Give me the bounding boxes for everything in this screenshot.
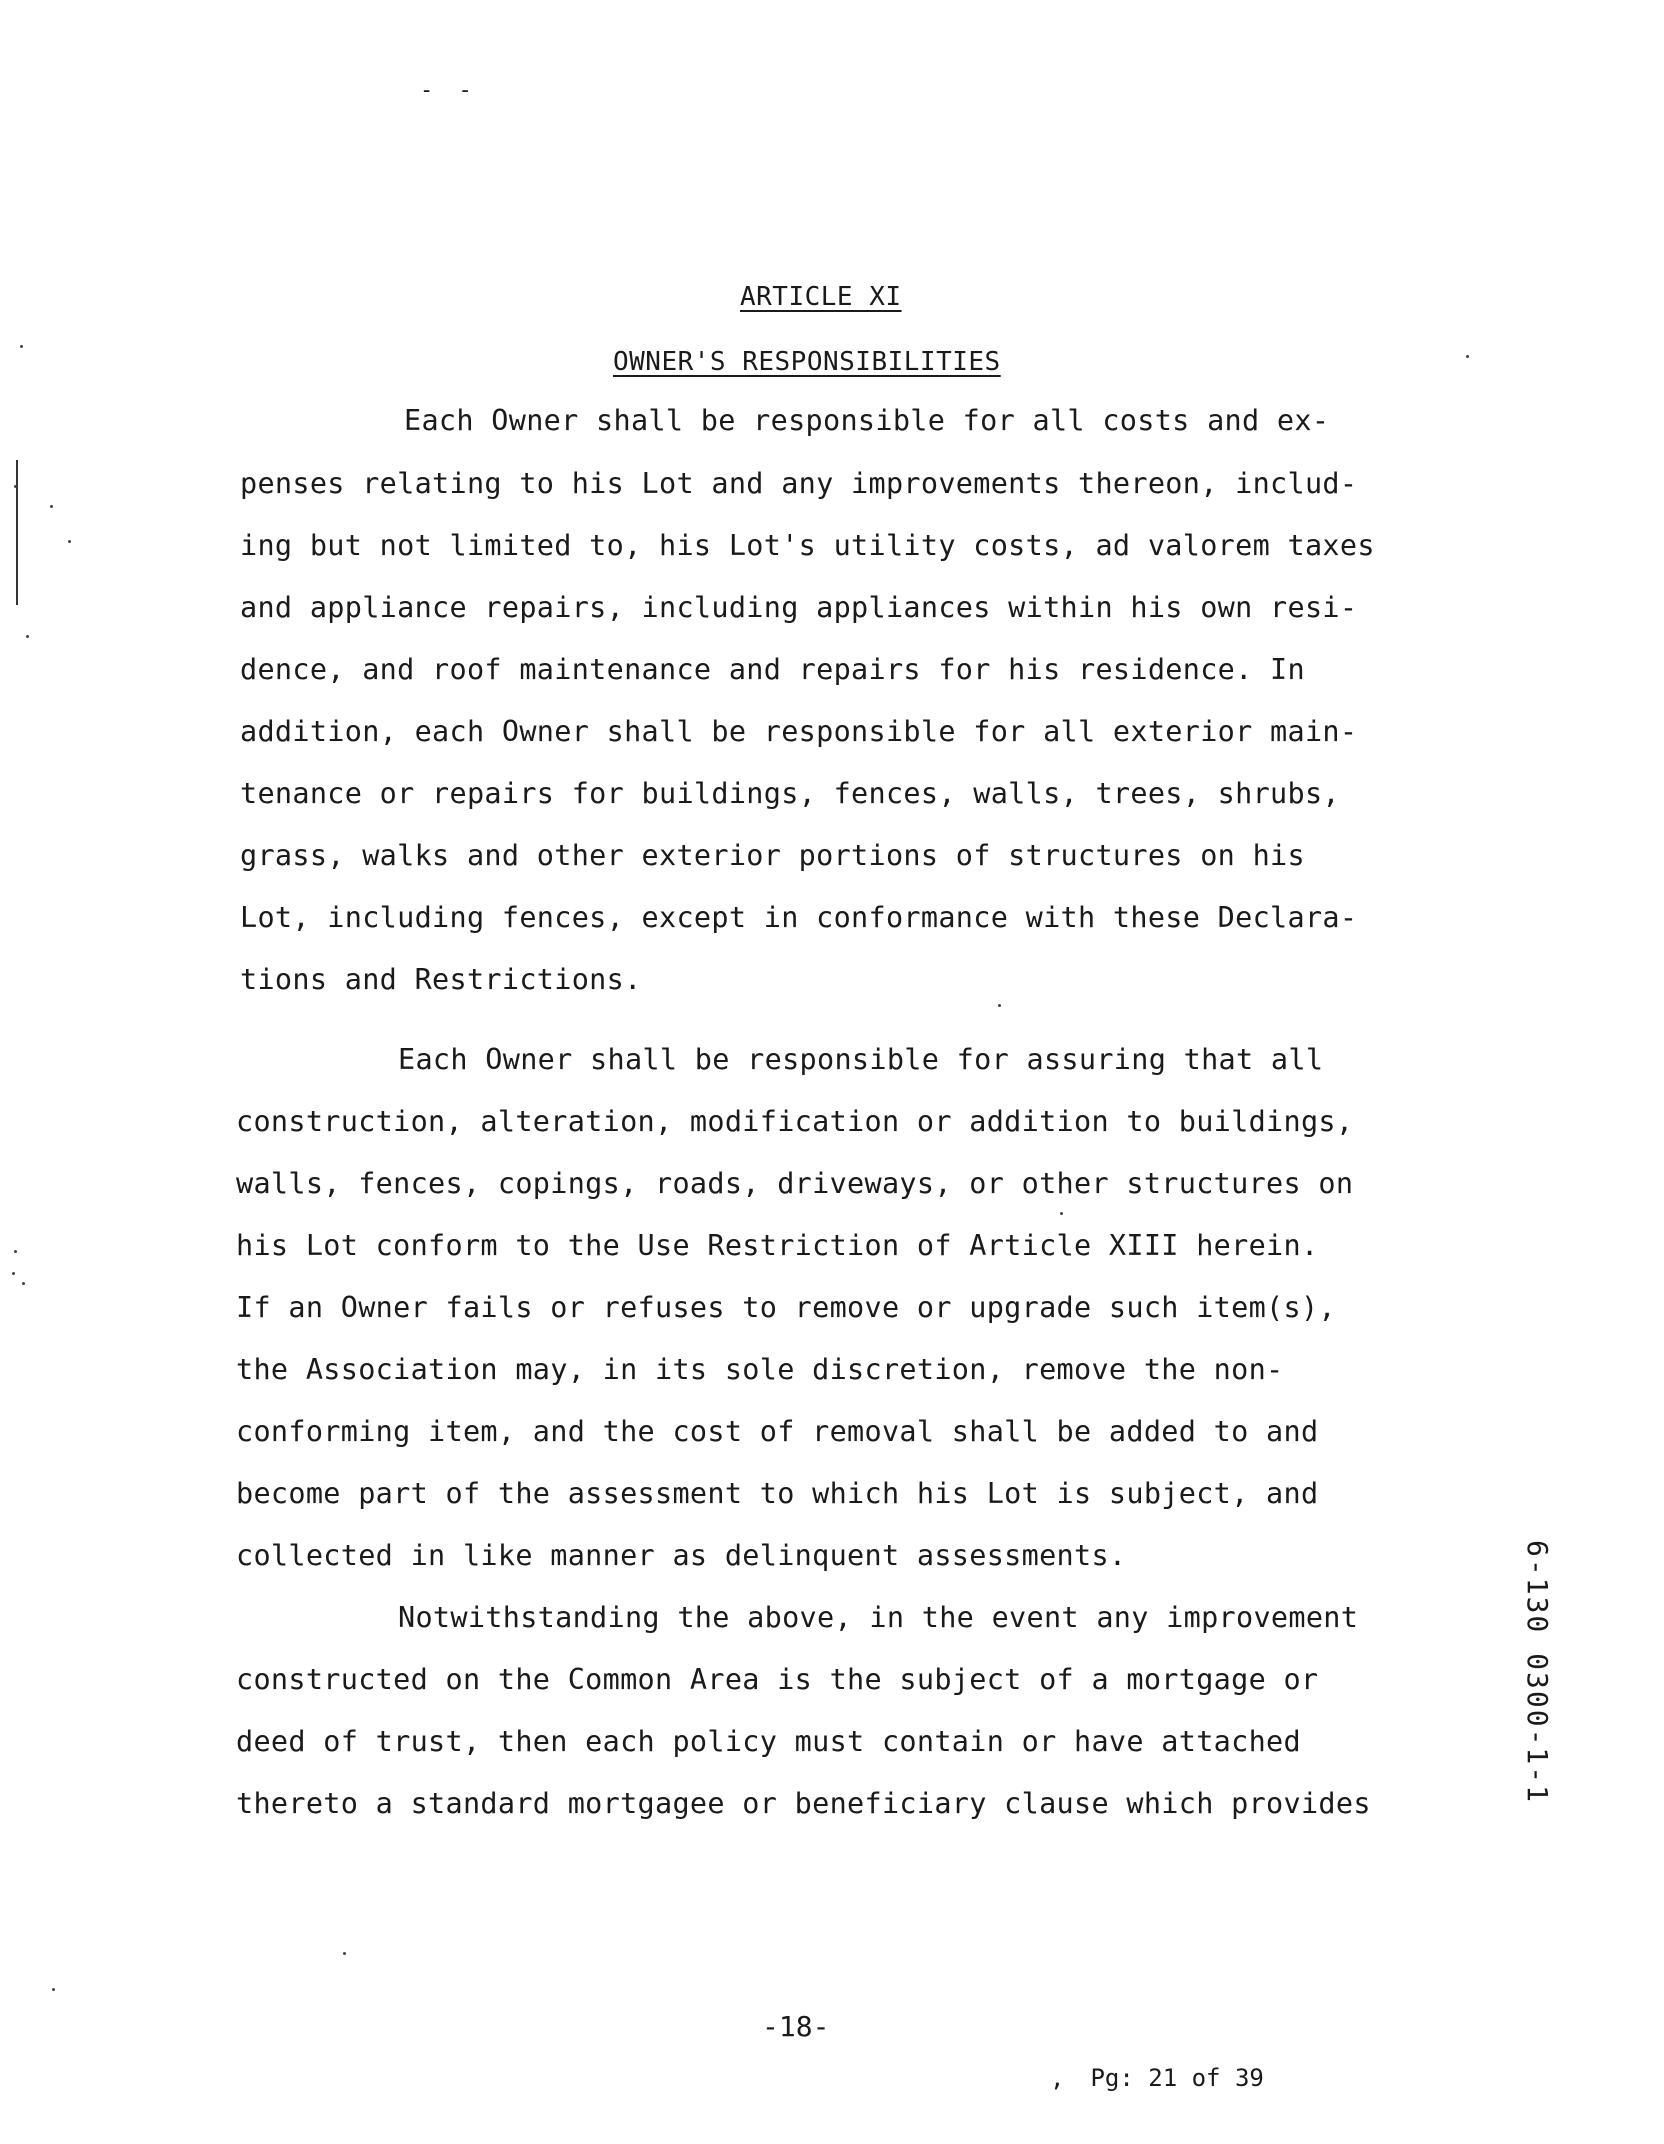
scan-speck [22,1282,25,1285]
text-line: deed of trust, then each policy must contain or have attached [236,1725,1301,1758]
scan-speck [26,635,29,638]
page-number: -18- [762,2010,830,2043]
article-title: ARTICLE XI [740,282,902,312]
text-line: ing but not limited to, his Lot's utility costs, ad valorem taxes [240,529,1375,562]
text-line: Notwithstanding the above, in the event any improvement [398,1601,1359,1634]
page-reference [1050,2064,1264,2092]
text-line: addition, each Owner shall be responsible for all exterior main- [240,715,1358,748]
text-line: Each Owner shall be responsible for all costs and ex- [404,404,1330,437]
scan-speck [12,1272,15,1275]
scan-mark: - - [420,78,478,103]
text-line: and appliance repairs, including appliances within his own resi- [240,591,1358,624]
text-line: become part of the assessment to which his Lot is subject, and [236,1477,1319,1510]
scan-margin-line [16,460,18,605]
text-line: If an Owner fails or refuses to remove or upgrade such item(s), [236,1291,1336,1324]
scan-speck [14,1250,17,1253]
recording-stamp: 6-130 0300-1-1 [1521,1540,1554,1805]
section-title: OWNER'S RESPONSIBILITIES [613,347,1001,377]
text-line: constructed on the Common Area is the subject of a mortgage or [236,1663,1319,1696]
text-line: Lot, including fences, except in conformance with these Declara- [240,901,1358,934]
page-reference-comma: , [1050,2064,1065,2092]
text-line: dence, and roof maintenance and repairs for his residence. In [240,653,1305,686]
scan-speck [20,345,23,348]
text-line: the Association may, in its sole discretion, remove the non- [236,1353,1284,1386]
text-line: collected in like manner as delinquent assessments. [236,1539,1127,1572]
text-line: tions and Restrictions. [240,963,642,996]
scan-speck [343,1952,346,1955]
text-line: thereto a standard mortgagee or beneficiary clause which provides [236,1787,1371,1820]
page-reference-text: Pg: 21 of 39 [1090,2064,1264,2092]
text-line: his Lot conform to the Use Restriction of Article XIII herein. [236,1229,1319,1262]
text-line: grass, walks and other exterior portions of structures on his [240,839,1305,872]
scan-speck [1466,355,1469,358]
text-line: penses relating to his Lot and any improvements thereon, includ- [240,467,1358,500]
text-line: tenance or repairs for buildings, fences, walls, trees, shrubs, [240,777,1340,810]
scan-speck [14,485,17,488]
text-line: walls, fences, copings, roads, driveways, or other structures on [236,1167,1354,1200]
text-line: conforming item, and the cost of removal shall be added to and [236,1415,1319,1448]
text-line: Each Owner shall be responsible for assuring that all [398,1043,1324,1076]
scan-speck [1060,1212,1063,1215]
scan-speck [50,505,53,508]
scan-speck [998,1004,1001,1007]
scan-speck [52,1988,55,1991]
text-line: construction, alteration, modification or addition to buildings, [236,1105,1354,1138]
scan-speck [68,540,71,543]
